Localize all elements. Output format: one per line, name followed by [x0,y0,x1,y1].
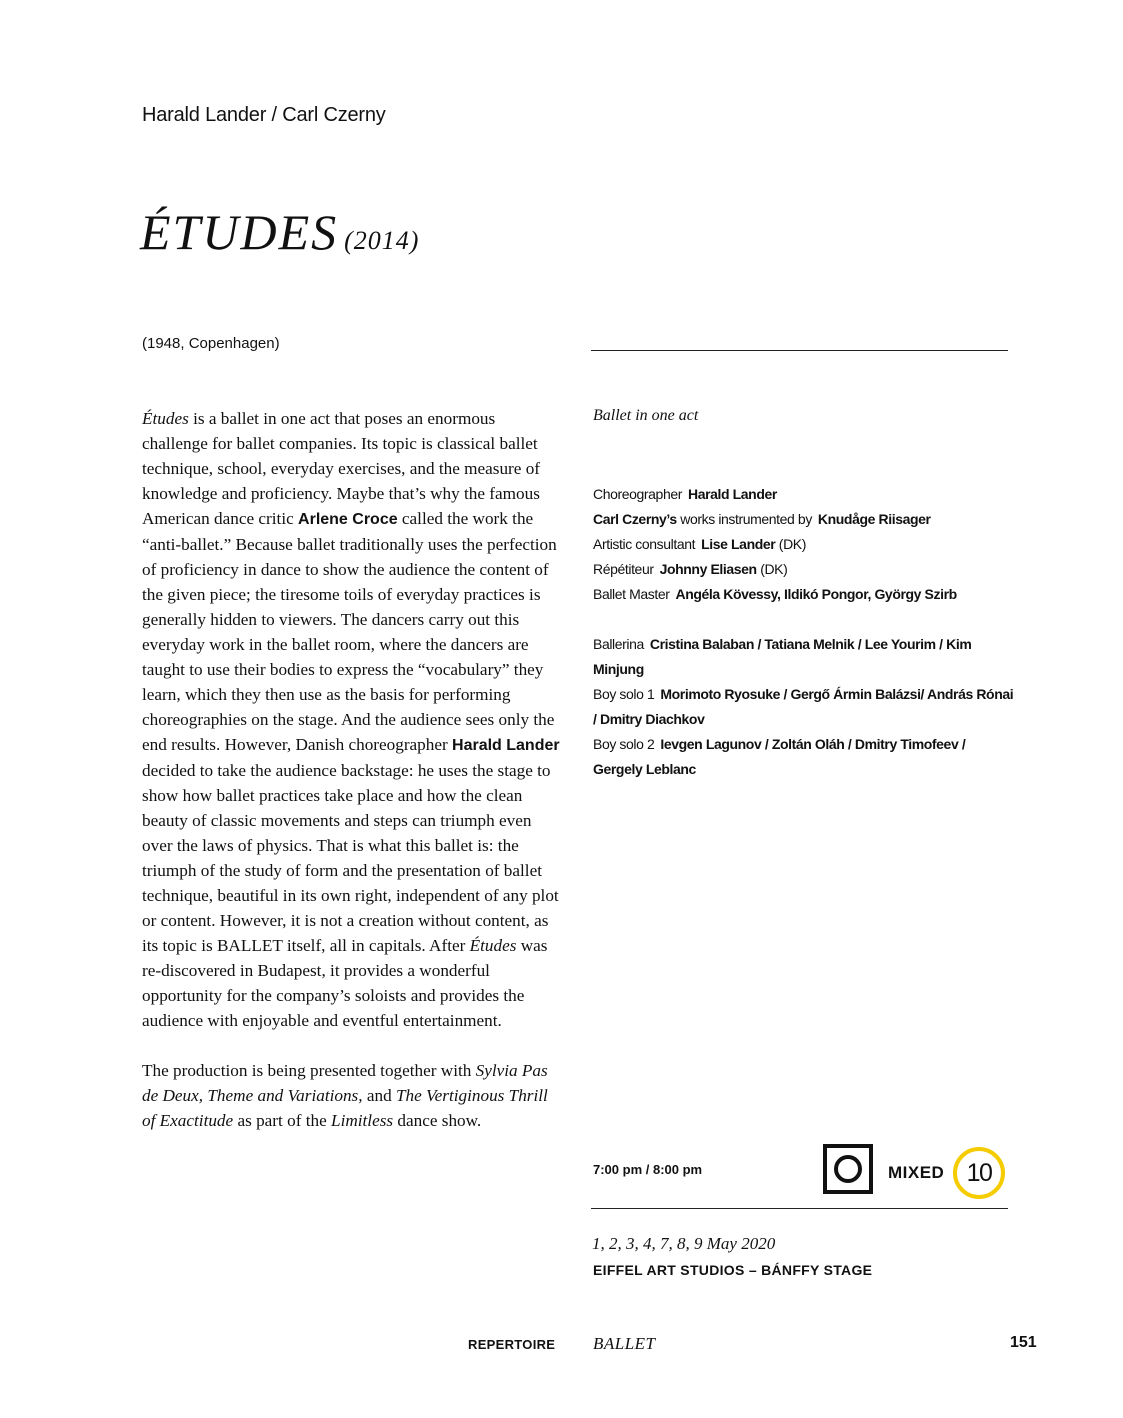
text-run: as part of the [233,1111,332,1130]
show-times: 7:00 pm / 8:00 pm [593,1162,703,1177]
credit-role: Artistic consultant [593,536,696,552]
cast-role: Boy solo 1 [593,686,655,702]
credit-row [593,532,1018,557]
highlighted-name: Harald Lander [452,737,560,754]
title-main: ÉTUDES [140,204,339,260]
credit-suffix: (DK) [756,561,788,577]
genre-label: Ballet in one act [593,407,699,424]
credit-row [593,507,1018,532]
italic-title: Limitless [331,1111,394,1130]
credit-role: Ballet Master [593,586,670,602]
cast-row [593,682,1018,732]
italic-title: The Vertiginous Thrill of Exactitude [142,1086,548,1130]
series-ring-icon [834,1155,862,1183]
footer-category: BALLET [593,1334,656,1353]
cast-row [593,732,1018,782]
page-title [140,203,419,261]
description-text [142,406,562,1133]
venue-name: EIFFEL ART STUDIOS – BÁNFFY STAGE [593,1262,873,1278]
title-year: (2014) [344,226,420,255]
description-paragraph-1 [142,406,562,1033]
text-run: was re-discovered in Budapest, it provides a wonderful opportunity for the company’s soloists and provides the audience with enjoyable and eventful entertainment. [142,936,548,1030]
credit-row [593,557,1018,582]
authors-line: Harald Lander / Carl Czerny [142,104,386,126]
cast-role: Ballerina [593,636,644,652]
performance-dates: 1, 2, 3, 4, 7, 8, 9 May 2020 [592,1234,776,1253]
cast-names: Morimoto Ryosuke / Gergő Ármin Balázsi/ András Rónai / Dmitry Diachkov [593,686,1014,727]
cast-names: Ievgen Lagunov / Zoltán Oláh / Dmitry Timofeev / Gergely Leblanc [593,736,966,777]
credit-role: Choreographer [593,486,682,502]
italic-title: Études [142,409,189,428]
cast-names: Cristina Balaban / Tatiana Melnik / Lee Yourim / Kim Minjung [593,636,972,677]
page-number: 151 [1010,1334,1037,1351]
credit-lead: Carl Czerny’s [593,511,681,527]
series-number-badge: 10 [953,1147,1005,1199]
text-run: is a ballet in one act that poses an enormous challenge for ballet companies. Its topic is classical ballet technique, school, everyday exercises, and the measure of knowledge and proficiency. Maybe that’s why the famous American dance critic [142,409,541,528]
cast-row [593,632,1018,682]
divider-bottom [591,1208,1008,1209]
text-run: decided to take the audience backstage: he uses the stage to show how ballet practices take place and how the clean beauty of classic movements and steps can triumph even over the laws of physics. That is what this ballet is: the triumph of the study of form and the presentation of ballet technique, beautiful in its own right, independent of any plot or content. However, it is not a creation without content, as its topic is BALLET itself, all in capitals. After [142,761,559,955]
description-paragraph-2 [142,1058,562,1133]
footer-section: REPERTOIRE [468,1337,556,1352]
text-run: and [362,1086,396,1105]
credit-row [593,482,1018,507]
credits-spacer [593,607,1018,632]
credit-suffix: (DK) [775,536,806,552]
italic-title: Sylvia Pas de Deux, Theme and Variations, [142,1061,548,1105]
credit-role: works instrumented by [680,511,812,527]
credit-role: Répétiteur [593,561,654,577]
credit-name: Knudåge Riisager [817,511,931,527]
creative-team [593,482,1018,607]
credit-name: Harald Lander [687,486,777,502]
text-run: called the work the “anti-ballet.” Because ballet traditionally uses the perfection of proficiency in dance to show the audience the content of the given piece; the tiresome toils of everyday practices is generally hidden to viewers. The dancers carry out this everyday work in the ballet room, where the dancers are taught to use their bodies to express the “vocabulary” they learn, which they then use as the basis for performing choreographies on the stage. And the audience sees only the end results. However, Danish choreographer [142,509,557,754]
series-label: MIXED [888,1163,945,1182]
italic-title: Études [469,936,517,955]
premiere-info: (1948, Copenhagen) [142,335,280,352]
text-run: dance show. [393,1111,482,1130]
cast-list [593,632,1018,782]
credit-name: Angéla Kövessy, Ildikó Pongor, György Szirb [675,586,957,602]
text-run: The production is being presented together with [142,1061,476,1080]
credit-name: Johnny Eliasen [659,561,757,577]
credit-row [593,582,1018,607]
mixed-series-icon [823,1144,873,1194]
highlighted-name: Arlene Croce [298,511,398,528]
divider-top [591,350,1008,351]
credit-name: Lise Lander [701,536,776,552]
cast-role: Boy solo 2 [593,736,655,752]
credits-list [593,482,1018,782]
